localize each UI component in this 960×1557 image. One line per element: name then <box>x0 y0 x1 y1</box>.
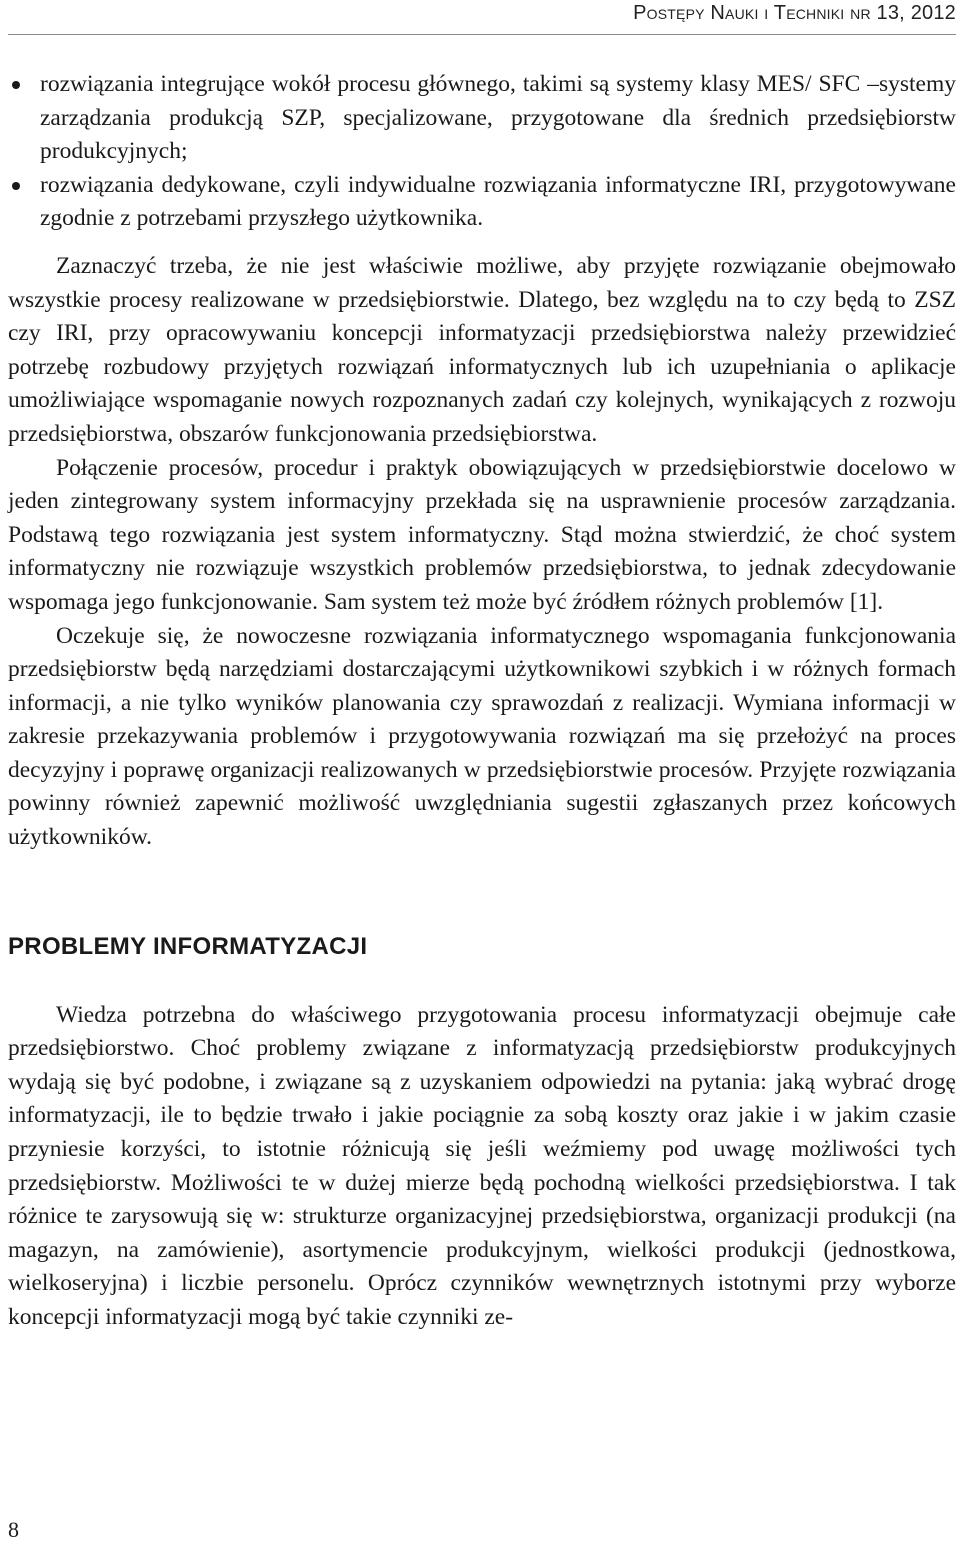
body-paragraph: Połączenie procesów, procedur i praktyk obowiązujących w przedsiębiorstwie docelowo w jeden zintegrowany system informacyjny przekłada się na usprawnienie procesów zarządzania. Podstawą tego rozwiązania jest system informatyczny. Stąd można stwierdzić, że choć system informatyczny nie rozwiązuje wszystkich problemów przedsiębiorstwa, to jednak zdecydowanie wspomaga jego funkcjonowanie. Sam system też może być źródłem różnych problemów [1]. <box>8 454 956 615</box>
journal-title: Postępy Nauki i Techniki <box>633 2 845 24</box>
bullet-item: rozwiązania integrujące wokół procesu głównego, takimi są systemy klasy MES/ SFC –systemy zarządzania produkcją SZP, specjalizowane, przygotowane dla średnich przedsiębiorstw produkcyjnych; <box>8 68 956 169</box>
section-heading: PROBLEMY INFORMATYZACJI <box>8 932 368 960</box>
body-paragraph: Zaznaczyć trzeba, że nie jest właściwie możliwe, aby przyjęte rozwiązanie obejmowało wszystkie procesy realizowane w przedsiębiorstwie. Dlatego, bez względu na to czy będą to ZSZ czy IRI, przy opracowywaniu koncepcji informatyzacji przedsiębiorstwa należy przewidzieć potrzebę rozbudowy przyjętych rozwiązań informatycznych lub ich uzupełniania o aplikacje umożliwiające wspomaganie nowych rozpoznanych zadań czy kolejnych, wynikających z rozwoju przedsiębiorstwa, obszarów funkcjonowania przedsiębiorstwa. <box>8 252 956 447</box>
bullet-item: rozwiązania dedykowane, czyli indywidualne rozwiązania informatyczne IRI, przygotowywane zgodnie z potrzebami przyszłego użytkownika. <box>8 169 956 236</box>
section-heading-wrap <box>8 933 956 961</box>
journal-issue: nr 13, 2012 <box>850 2 956 24</box>
spacer <box>8 236 956 250</box>
header-rule <box>8 34 956 35</box>
page-number: 8 <box>8 1517 19 1542</box>
bullet-list <box>8 68 956 236</box>
section-paragraph: Wiedza potrzebna do właściwego przygotowania procesu informatyzacji obejmuje całe przedsiębiorstwo. Choć problemy związane z informatyzacją przedsiębiorstw produkcyjnych wydają się być podobne, i związane są z uzyskaniem odpowiedzi na pytania: jaką wybrać drogę informatyzacji, ile to będzie trwało i jakie pociągnie za sobą koszty oraz jakie i w jakim czasie przyniesie korzyści, to istotnie różnicują się jeśli weźmiemy pod uwagę możliwości tych przedsiębiorstw. Możliwości te w dużej mierze będą pochodną wielkości przedsiębiorstwa. I tak różnice te zarysowują się w: strukturze organizacyjnej przedsiębiorstwa, organizacji produkcji (na magazyn, na zamówienie), asortymencie produkcyjnym, wielkości produkcji (jednostkowa, wielkoseryjna) i liczbie personelu. Oprócz czynników wewnętrznych istotnymi przy wyborze koncepcji informatyzacji mogą być takie czynniki ze- <box>8 1001 956 1330</box>
running-header <box>633 2 956 25</box>
body-paragraph: Oczekuje się, że nowoczesne rozwiązania informatycznego wspomagania funkcjonowania przedsiębiorstw będą narzędziami dostarczającymi użytkownikowi szybkich i w różnych formach informacji, a nie tylko wyników planowania czy sprawozdań z realizacji. Wymiana informacji w zakresie przekazywania problemów i przygotowywania rozwiązań ma się przełożyć na proces decyzyjny i poprawę organizacji realizowanych w przedsiębiorstwie procesów. Przyjęte rozwiązania powinny również zapewnić możliwość uwzględniania sugestii zgłaszanych przez końcowych użytkowników. <box>8 622 956 851</box>
page-content <box>8 68 956 1335</box>
